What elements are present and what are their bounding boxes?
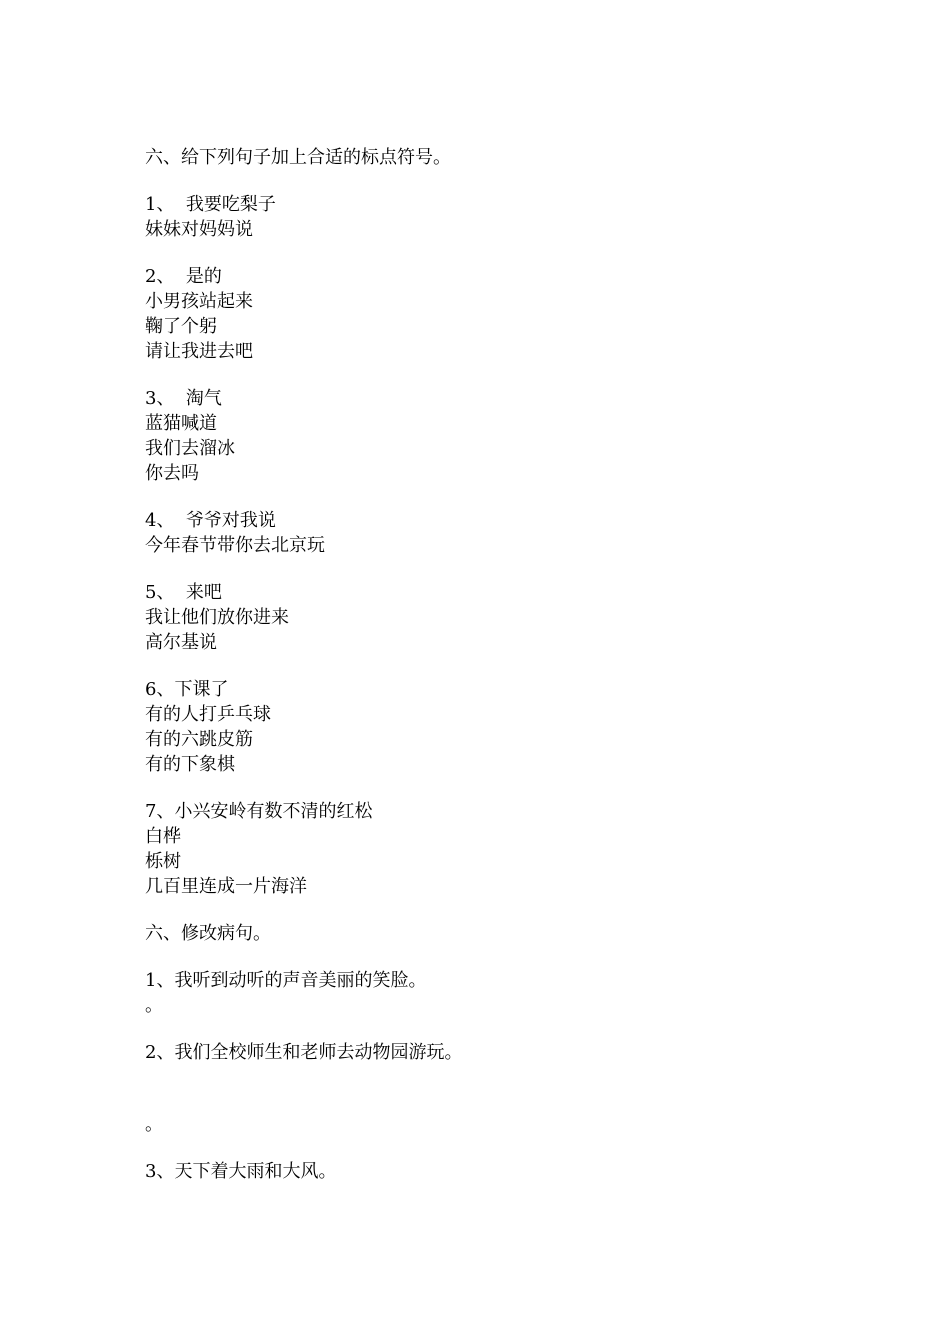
exercise-item-5 [145, 580, 845, 655]
exercise-line: 我让他们放你进来 [145, 607, 289, 628]
exercise-line: 7、小兴安岭有数不清的红松 [145, 801, 373, 822]
exercise-line: 请让我进去吧 [145, 341, 253, 362]
exercise-line: 几百里连成一片海洋 [145, 876, 307, 897]
exercise-item-6 [145, 677, 845, 777]
spacer [145, 364, 845, 386]
exercise-item-1 [145, 192, 845, 242]
exercise-line: 我们去溜冰 [145, 438, 235, 459]
exercise-line: 白桦 [145, 826, 181, 847]
spacer [145, 1018, 845, 1040]
faulty-sentence: 3、天下着大雨和大风。 [145, 1161, 337, 1182]
spacer [145, 1137, 845, 1159]
correction-item-3 [145, 1159, 845, 1184]
exercise-line: 2、 是的 [145, 266, 222, 287]
exercise-line: 有的下象棋 [145, 754, 235, 775]
spacer [145, 777, 845, 799]
spacer [145, 242, 845, 264]
answer-line: 。 [145, 1114, 163, 1135]
exercise-item-3 [145, 386, 845, 486]
section-heading-sentence-correction: 六、修改病句。 [145, 923, 271, 944]
spacer [145, 899, 845, 921]
exercise-line: 5、 来吧 [145, 582, 222, 603]
exercise-line: 4、 爷爷对我说 [145, 510, 276, 531]
exercise-line: 有的人打乒乓球 [145, 704, 271, 725]
correction-item-2 [145, 1040, 845, 1137]
exercise-line: 你去吗 [145, 463, 199, 484]
exercise-line: 小男孩站起来 [145, 291, 253, 312]
section-heading-punctuation: 六、给下列句子加上合适的标点符号。 [145, 147, 451, 168]
spacer [145, 486, 845, 508]
exercise-line: 有的六跳皮筋 [145, 729, 253, 750]
exercise-item-4 [145, 508, 845, 558]
spacer [145, 655, 845, 677]
exercise-item-2 [145, 264, 845, 364]
exercise-line: 蓝猫喊道 [145, 413, 217, 434]
exercise-line: 1、 我要吃梨子 [145, 194, 276, 215]
spacer [145, 946, 845, 968]
faulty-sentence: 2、我们全校师生和老师去动物园游玩。 [145, 1042, 463, 1063]
exercise-line: 6、下课了 [145, 679, 229, 700]
exercise-line: 栎树 [145, 851, 181, 872]
exercise-item-7 [145, 799, 845, 899]
exercise-line: 今年春节带你去北京玩 [145, 535, 325, 556]
exercise-line: 高尔基说 [145, 632, 217, 653]
exercise-line: 妹妹对妈妈说 [145, 219, 253, 240]
document-page [145, 145, 845, 1184]
exercise-line: 3、 淘气 [145, 388, 222, 409]
exercise-line: 鞠了个躬 [145, 316, 217, 337]
faulty-sentence: 1、我听到动听的声音美丽的笑脸。 [145, 970, 427, 991]
spacer [145, 558, 845, 580]
answer-line: 。 [145, 995, 163, 1016]
correction-item-1 [145, 968, 845, 1018]
spacer [145, 170, 845, 192]
spacer [145, 1065, 845, 1112]
